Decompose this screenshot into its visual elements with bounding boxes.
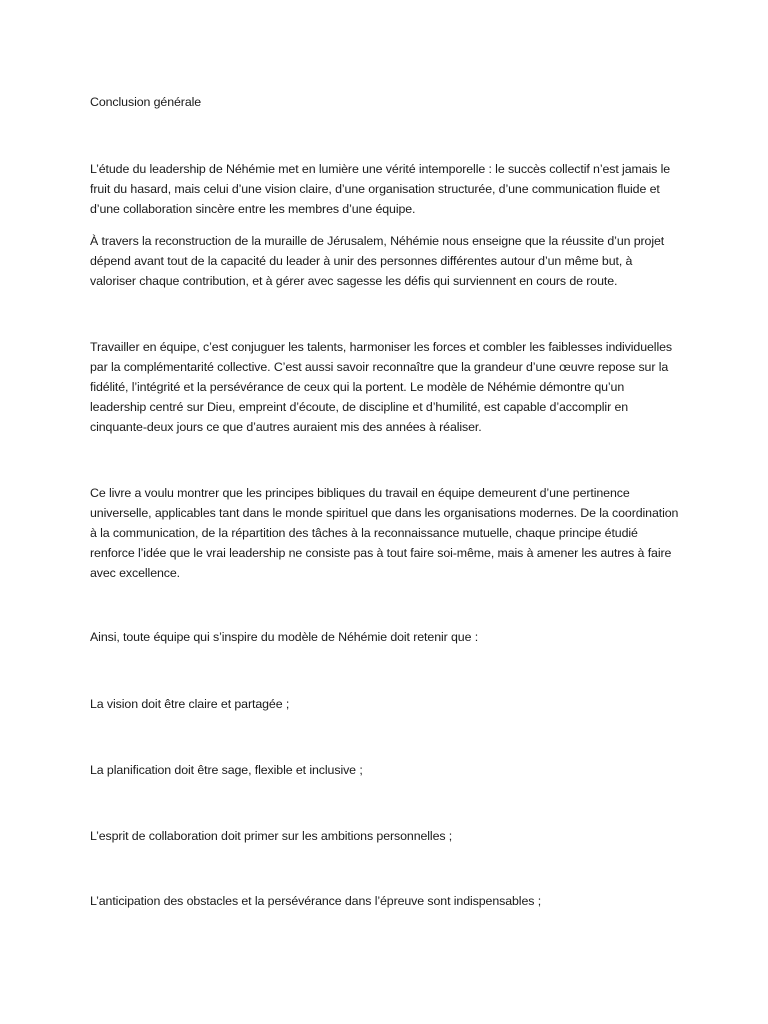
section-heading: Conclusion générale [90,95,202,109]
list-item: La planification doit être sage, flexible et inclusive ; [90,763,363,777]
list-item: L’anticipation des obstacles et la persévérance dans l’épreuve sont indispensables ; [90,894,542,908]
paragraph-book-purpose: Ce livre a voulu montrer que les principes bibliques du travail en équipe demeurent d’une pertinence universelle, applicables tant dans le monde spirituel que dans les organisations modernes. De la coordination à la communication, de la répartition des tâches à la reconnaissance mutuelle, chaque principe étudié renforce l’idée que le vrai leadership ne consiste pas à tout faire soi-même, mais à amener les autres à faire avec excellence. [90,486,679,580]
paragraph-lesson-intro: Ainsi, toute équipe qui s’inspire du modèle de Néhémie doit retenir que : [90,630,479,644]
paragraph-intro: L’étude du leadership de Néhémie met en lumière une vérité intemporelle : le succès collectif n’est jamais le fruit du hasard, mais celui d’une vision claire, d’une organisation structurée, d’une communication fluide et d’une collaboration sincère entre les membres d’une équipe. [90,162,671,216]
list-item: La vision doit être claire et partagée ; [90,697,290,711]
paragraph-teamwork: Travailler en équipe, c’est conjuguer les talents, harmoniser les forces et combler les faiblesses individuelles par la complémentarité collective. C’est aussi savoir reconnaître que la grandeur d’une œuvre repose sur la fidélité, l’intégrité et la persévérance de ceux qui la portent. Le modèle de Néhémie démontre qu’un leadership centré sur Dieu, empreint d’écoute, de discipline et d’humilité, est capable d’accomplir en cinquante-deux jours ce que d’autres auraient mis des années à réaliser. [90,340,673,434]
list-item: L’esprit de collaboration doit primer sur les ambitions personnelles ; [90,829,453,843]
paragraph-reconstruction: À travers la reconstruction de la muraille de Jérusalem, Néhémie nous enseigne que la réussite d’un projet dépend avant tout de la capacité du leader à unir des personnes différentes autour d’un même but, à valoriser chaque contribution, et à gérer avec sagesse les défis qui surviennent en cours de route. [90,234,665,288]
